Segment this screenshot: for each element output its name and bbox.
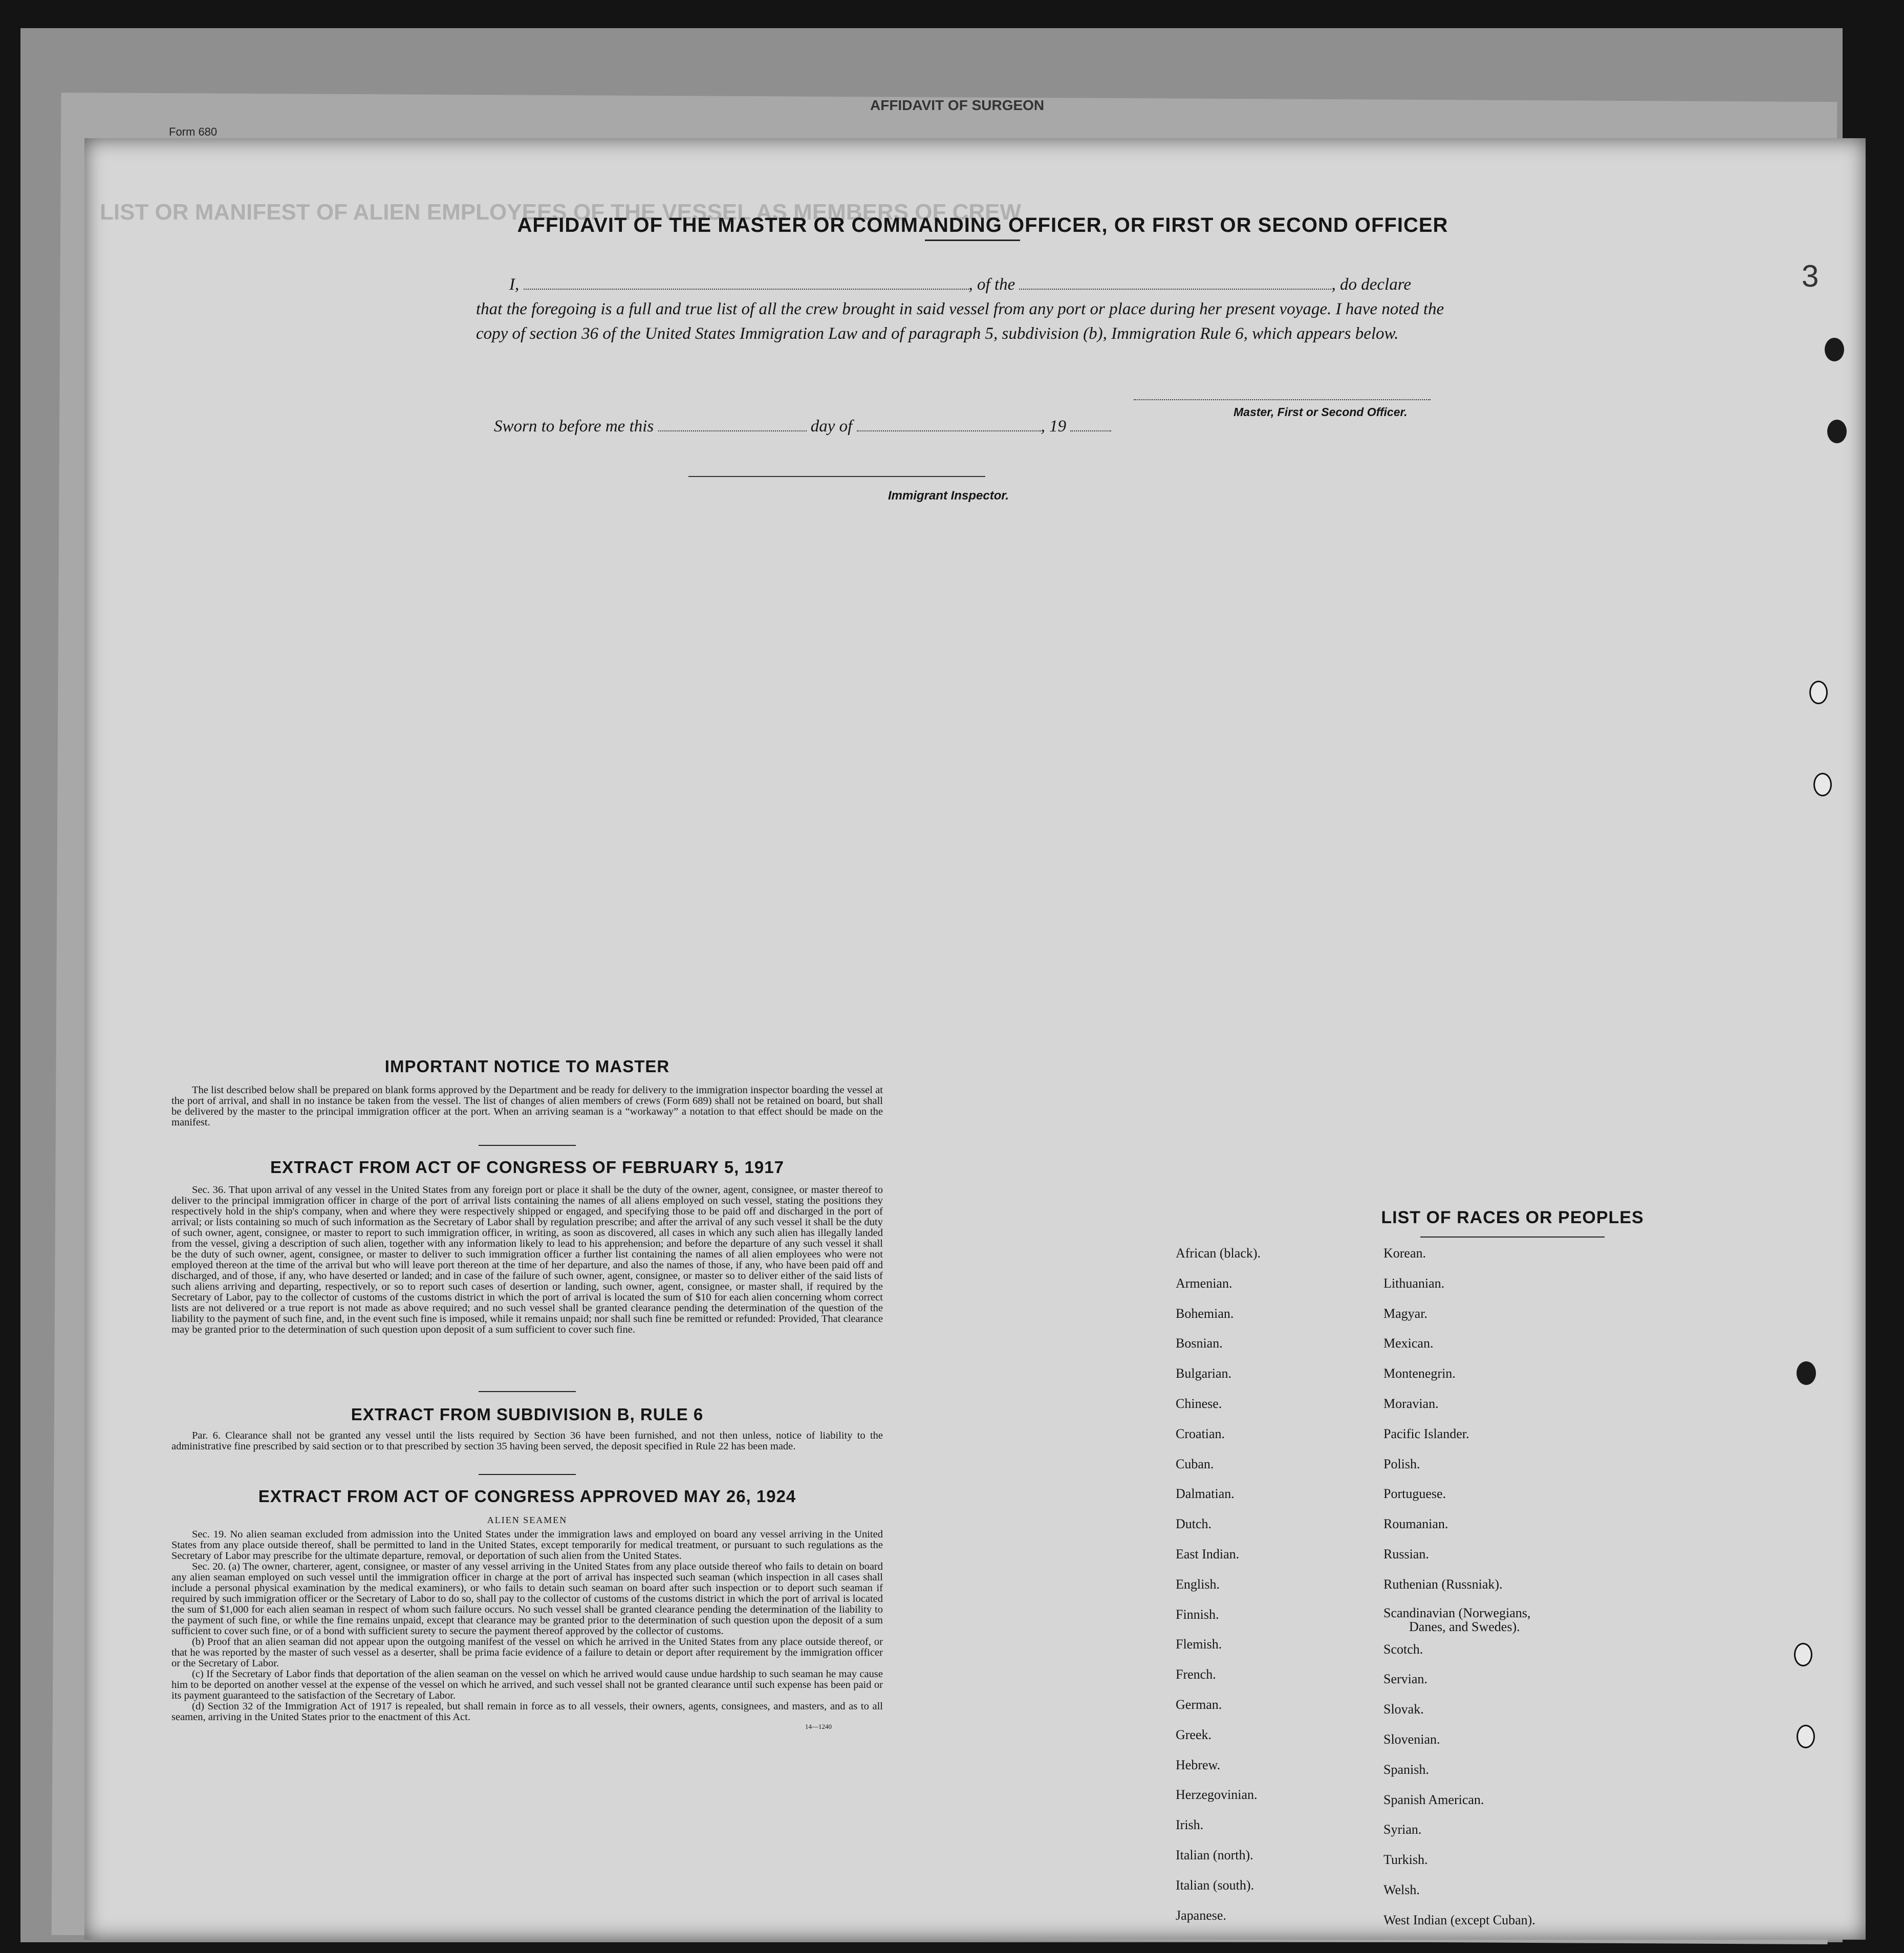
race-item: Polish.	[1383, 1456, 1420, 1471]
section-rule	[479, 1391, 576, 1392]
race-item: Slovenian.	[1383, 1731, 1440, 1747]
race-item: Pacific Islander.	[1383, 1426, 1469, 1441]
race-item: Danes, and Swedes).	[1409, 1619, 1520, 1634]
print-code: 14—1240	[805, 1723, 832, 1730]
extract-1924-title: EXTRACT FROM ACT OF CONGRESS APPROVED MAY 26, 1924	[258, 1487, 796, 1506]
race-item: German.	[1176, 1697, 1222, 1712]
race-item: East Indian.	[1176, 1546, 1240, 1561]
declaration-body: that the foregoing is a full and true list of all the crew brought in said vessel from any port or place during her present voyage. I have noted the copy of section 36 of the United States Immigration Law and of paragraph 5, subdivision (b), Immigration Rule 6, which appears below.	[476, 300, 1444, 343]
race-item: Servian.	[1383, 1672, 1427, 1687]
race-item: Irish.	[1176, 1817, 1204, 1833]
race-item: Moravian.	[1383, 1396, 1439, 1411]
punch-hole	[1827, 420, 1847, 443]
sworn-prefix: Sworn to before me this	[494, 417, 654, 436]
notice-body: The list described below shall be prepared on blank forms approved by the Department and be ready for delivery to the immigration inspector boarding the vessel at the port of arrival, and shall in no instance be taken from the vessel. The list of changes of alien members of crews (Form 689) shall not be retained on board, but shall be delivered by the master to the principal immigration officer at the port. When an arriving seaman is a “workaway” a notation to that effect should be made on the manifest.	[171, 1084, 883, 1128]
race-item: Slovak.	[1383, 1702, 1424, 1717]
sworn-year-field[interactable]	[1070, 430, 1111, 431]
sworn-day-field[interactable]	[658, 430, 807, 431]
races-right-column	[1383, 1239, 1535, 1936]
title-rule	[925, 240, 1020, 241]
race-item: Hebrew.	[1176, 1757, 1221, 1772]
punch-hole	[1813, 773, 1832, 796]
vessel-name-field[interactable]	[1019, 289, 1331, 290]
declarant-mid: , of the	[968, 275, 1015, 294]
declarant-name-field[interactable]	[524, 289, 969, 290]
punch-hole	[1797, 1725, 1815, 1748]
affidavit-title: AFFIDAVIT OF THE MASTER OR COMMANDING OFFICER, OR FIRST OR SECOND OFFICER	[517, 214, 1448, 236]
race-item: Welsh.	[1383, 1882, 1420, 1897]
race-item: West Indian (except Cuban).	[1383, 1912, 1535, 1927]
section-rule	[479, 1145, 576, 1146]
race-item: Cuban.	[1176, 1456, 1214, 1471]
race-item: Turkish.	[1383, 1852, 1428, 1868]
extract-1917-body: Sec. 36. That upon arrival of any vessel in the United States from any foreign port or place it shall be the duty of the owner, agent, consignee, or master thereof to deliver to the principal immigration officer in charge of the port of arrival lists containing the names of all aliens employed on such vessel, stating the positions they respectively hold in the ship's company, when and where they were respectively shipped or engaged, and specifying those to be paid off and discharged in the port of arrival; or lists containing so much of such information as the Secretary of Labor shall by regulation prescribe; and after the arrival of any such vessel it shall be the duty of such owner, agent, consignee, or master to report to such immigration officer, in writing, as soon as discovered, all cases in which any such alien has illegally landed from the vessel, giving a description of such alien, together with any information likely to lead to his apprehension; and before the departure of any such vessel it shall be the duty of such owner, agent, consignee, or master to deliver to such immigration officer a further list containing the names of all alien employees who were not employed thereon at the time of the arrival but who will leave port thereon at the time of her departure, and also the names of those, if any, who have been paid off and discharged, and of those, if any, who have deserted or landed; and in case of the failure of such owner, agent, consignee, or master so to deliver either of the said lists of such aliens arriving and departing, respectively, or so to report such cases of desertion or landing, such owner, agent, consignee, or master shall, if required by the Secretary of Labor, pay to the collector of customs of the customs district in which the port of arrival is located the sum of $10 for each alien concerning whom correct lists are not delivered or a true report is not made as above required; and no such vessel shall be granted clearance pending the determination of the question of the liability to the payment of such fine, and, in the event such fine is imposed, while it remains unpaid; nor shall such fine be remitted or refunded: Provided, That clearance may be granted prior to the determination of such question upon deposit of a sum sufficient to cover such fine.	[171, 1184, 883, 1335]
race-item: Bohemian.	[1176, 1306, 1234, 1321]
race-item: African (black).	[1176, 1246, 1261, 1261]
race-item: Korean.	[1383, 1246, 1426, 1261]
race-item: Finnish.	[1176, 1607, 1219, 1622]
sworn-month-field[interactable]	[857, 430, 1041, 431]
declarant-prefix: I,	[509, 275, 520, 294]
race-item: Herzegovinian.	[1176, 1787, 1258, 1803]
race-item: Montenegrin.	[1383, 1366, 1456, 1381]
extract-rule6-title: EXTRACT FROM SUBDIVISION B, RULE 6	[351, 1405, 704, 1424]
sworn-day-label: day of	[810, 417, 853, 436]
notice-title: IMPORTANT NOTICE TO MASTER	[384, 1057, 670, 1076]
race-item: Russian.	[1383, 1546, 1429, 1561]
page-number: 3	[1802, 259, 1819, 293]
race-item: Spanish American.	[1383, 1792, 1484, 1807]
race-item: Armenian.	[1176, 1275, 1232, 1291]
section-20b: (b) Proof that an alien seaman did not appear upon the outgoing manifest of the vessel on which he arrived in the United States from any place outside thereof, or that he was reported by the master of such vessel as a deserter, shall be prima facie evidence of a failure to detain or deport after requirement by the immigration officer or the Secretary of Labor.	[171, 1636, 883, 1669]
form-number: Form 680	[169, 125, 218, 138]
race-item: Roumanian.	[1383, 1516, 1448, 1532]
punch-hole	[1825, 338, 1844, 361]
extract-1924-body	[171, 1529, 883, 1731]
races-title: LIST OF RACES OR PEOPLES	[1381, 1208, 1644, 1227]
race-item: Mexican.	[1383, 1336, 1434, 1351]
extract-1924-subtitle: ALIEN SEAMEN	[487, 1515, 568, 1525]
declaration-block	[476, 272, 1479, 346]
race-item: Croatian.	[1176, 1426, 1225, 1441]
race-item: Bosnian.	[1176, 1336, 1223, 1351]
race-item: French.	[1176, 1667, 1216, 1682]
section-20d: (d) Section 32 of the Immigration Act of 1917 is repealed, but shall remain in force as to all vessels, their owners, agents, consignees, and masters, and as to all seamen, arriving in the United States prior to the enactment of this Act.	[171, 1701, 883, 1723]
race-item: Magyar.	[1383, 1306, 1427, 1321]
punch-hole	[1794, 1643, 1812, 1666]
affidavit-page	[84, 138, 1866, 1940]
race-item: Chinese.	[1176, 1396, 1222, 1411]
race-item: Ruthenian (Russniak).	[1383, 1576, 1503, 1592]
race-item: Flemish.	[1176, 1637, 1222, 1652]
race-item: Dutch.	[1176, 1516, 1212, 1532]
race-item: Portuguese.	[1383, 1486, 1446, 1502]
punch-hole	[1809, 681, 1828, 704]
section-rule	[479, 1474, 576, 1475]
race-item: Dalmatian.	[1176, 1486, 1235, 1502]
extract-rule6-body: Par. 6. Clearance shall not be granted any vessel until the lists required by Section 36 have been furnished, and not then unless, notice of liability to the administrative fine prescribed by said section or to that prescribed by section 35 having been served, the deposit specified in Rule 22 has been made.	[171, 1430, 883, 1452]
sworn-year-label: , 19	[1041, 417, 1067, 436]
master-signature-label: Master, First or Second Officer.	[1234, 405, 1408, 419]
punch-hole	[1797, 1361, 1816, 1385]
declarant-end: , do declare	[1331, 275, 1411, 294]
race-item: Syrian.	[1383, 1822, 1422, 1837]
inspector-label: Immigrant Inspector.	[888, 489, 1009, 503]
races-left-column	[1176, 1239, 1261, 1930]
race-item: Lithuanian.	[1383, 1275, 1445, 1291]
race-item: Japanese.	[1176, 1907, 1226, 1923]
inspector-signature-line[interactable]	[688, 476, 985, 477]
bleed-through-text: LIST OR MANIFEST OF ALIEN EMPLOYEES OF THE VESSEL AS MEMBERS OF CREW	[100, 200, 1022, 225]
race-item: Italian (south).	[1176, 1877, 1254, 1893]
race-item: Greek.	[1176, 1727, 1212, 1742]
back-sheet-title: AFFIDAVIT OF SURGEON	[870, 97, 1045, 113]
section-20a: Sec. 20. (a) The owner, charterer, agent, consignee, or master of any vessel arriving in the United States from any place outside thereof who fails to detain on board any alien seaman employed on such vessel until the immigration officer in charge at the port of arrival has inspected such seaman (which inspection in all cases shall include a personal physical examination by the medical examiners), or who fails to detain such seaman on board after such inspection or to deport such seaman if required by such immigration officer or the Secretary of Labor to do so, shall pay to the collector of customs of the customs district in which the port of arrival is located the sum of $1,000 for each alien seaman in respect of whom such failure occurs. No such vessel shall be granted clearance pending the determination of the liability to the payment of such fine, or while the fine remains unpaid, except that clearance may be granted prior to the determination of such question upon the deposit of a sum sufficient to cover such fine, or of a bond with sufficient surety to secure the payment thereof approved by the collector of customs.	[171, 1561, 883, 1637]
master-signature-line[interactable]	[1134, 399, 1431, 400]
race-item: Italian (north).	[1176, 1847, 1253, 1862]
section-19: Sec. 19. No alien seaman excluded from admission into the United States under the immigration laws and employed on board any vessel arriving in the United States from any place outside thereof, shall be permitted to land in the United States, except temporarily for medical treatment, or pursuant to such regulations as the Secretary of Labor may prescribe for the ultimate departure, removal, or deportation of such alien from the United States.	[171, 1529, 883, 1561]
race-item: Scandinavian (Norwegians,	[1383, 1605, 1531, 1620]
race-item: Spanish.	[1383, 1762, 1429, 1777]
race-item: Bulgarian.	[1176, 1366, 1232, 1381]
race-item: Scotch.	[1383, 1641, 1423, 1657]
section-20c: (c) If the Secretary of Labor finds that deportation of the alien seaman on the vessel on which he arrived would cause undue hardship to such seaman he may cause him to be deported on another vessel at the expense of the vessel on which he arrived, and such vessel shall not be granted clearance until such expense has been paid or its payment guaranteed to the satisfaction of the Secretary of Labor.	[171, 1668, 883, 1701]
races-title-rule	[1420, 1236, 1605, 1238]
sworn-line	[494, 417, 1111, 436]
race-item: English.	[1176, 1576, 1220, 1592]
extract-1917-title: EXTRACT FROM ACT OF CONGRESS OF FEBRUARY 5, 1917	[270, 1158, 784, 1177]
